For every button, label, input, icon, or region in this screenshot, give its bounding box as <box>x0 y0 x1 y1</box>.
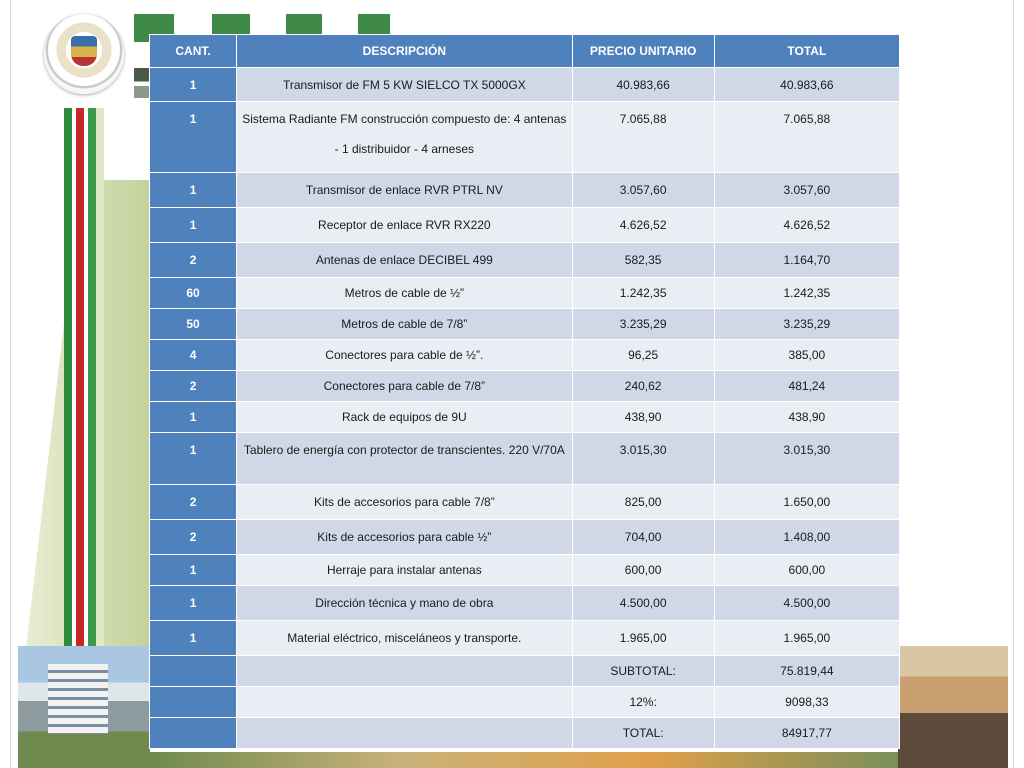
summary-label: TOTAL: <box>573 718 714 748</box>
cell-total: 1.408,00 <box>715 520 899 554</box>
cell-unit-price: 600,00 <box>573 555 714 585</box>
cell-description: Material eléctrico, misceláneos y transporte. <box>237 621 571 655</box>
cell-description: Antenas de enlace DECIBEL 499 <box>237 243 571 277</box>
cell-total: 1.164,70 <box>715 243 899 277</box>
cell-total: 40.983,66 <box>715 68 899 101</box>
cell-total: 600,00 <box>715 555 899 585</box>
summary-row-tax <box>150 687 899 717</box>
cell-total: 438,90 <box>715 402 899 432</box>
table-row <box>150 520 899 554</box>
classroom-photo <box>898 646 1008 768</box>
cell-total: 1.242,35 <box>715 278 899 308</box>
table-row <box>150 208 899 242</box>
cell-total: 481,24 <box>715 371 899 401</box>
header-total: TOTAL <box>715 35 899 67</box>
summary-label: 12%: <box>573 687 714 717</box>
cell-qty: 2 <box>150 485 236 519</box>
table-row <box>150 621 899 655</box>
cell-unit-price: 825,00 <box>573 485 714 519</box>
cell-qty: 1 <box>150 208 236 242</box>
cell-unit-price: 240,62 <box>573 371 714 401</box>
table-row <box>150 102 899 172</box>
cell-total: 7.065,88 <box>715 102 899 172</box>
cell-description: Tablero de energía con protector de transcientes. 220 V/70A <box>237 433 571 484</box>
cell-unit-price: 1.242,35 <box>573 278 714 308</box>
table-row <box>150 68 899 101</box>
cell-qty: 1 <box>150 68 236 101</box>
table-row <box>150 340 899 370</box>
cell-unit-price: 3.235,29 <box>573 309 714 339</box>
cell-unit-price: 704,00 <box>573 520 714 554</box>
cell-qty: 2 <box>150 520 236 554</box>
cell-description-empty <box>237 656 571 686</box>
cell-description: Herraje para instalar antenas <box>237 555 571 585</box>
cell-description: Metros de cable de 7/8” <box>237 309 571 339</box>
cell-description: Dirección técnica y mano de obra <box>237 586 571 620</box>
cell-description: Conectores para cable de 7/8” <box>237 371 571 401</box>
cell-qty: 1 <box>150 433 236 484</box>
cell-unit-price: 4.626,52 <box>573 208 714 242</box>
cell-description: Rack de equipos de 9U <box>237 402 571 432</box>
table-row <box>150 485 899 519</box>
table-row <box>150 173 899 207</box>
cell-qty: 60 <box>150 278 236 308</box>
header-description: DESCRIPCIÓN <box>237 35 571 67</box>
summary-value: 9098,33 <box>715 687 899 717</box>
summary-label: SUBTOTAL: <box>573 656 714 686</box>
table-header-row <box>150 35 899 67</box>
table-row <box>150 555 899 585</box>
header-qty: CANT. <box>150 35 236 67</box>
cell-unit-price: 3.057,60 <box>573 173 714 207</box>
cell-description: Transmisor de FM 5 KW SIELCO TX 5000GX <box>237 68 571 101</box>
summary-row-subtotal <box>150 656 899 686</box>
cell-qty: 1 <box>150 621 236 655</box>
cell-qty: 50 <box>150 309 236 339</box>
table-row <box>150 433 899 484</box>
cell-description: Conectores para cable de ½”. <box>237 340 571 370</box>
cell-description-empty <box>237 687 571 717</box>
cell-description: Kits de accesorios para cable 7/8” <box>237 485 571 519</box>
cell-total: 3.057,60 <box>715 173 899 207</box>
summary-row-total <box>150 718 899 748</box>
summary-value: 84917,77 <box>715 718 899 748</box>
cell-unit-price: 96,25 <box>573 340 714 370</box>
cell-unit-price: 40.983,66 <box>573 68 714 101</box>
cell-description: Kits de accesorios para cable ½” <box>237 520 571 554</box>
header-unit-price: PRECIO UNITARIO <box>573 35 714 67</box>
bottom-photo-strip <box>150 752 898 768</box>
table-row <box>150 309 899 339</box>
table-row <box>150 371 899 401</box>
table-row <box>150 243 899 277</box>
cell-description-empty <box>237 718 571 748</box>
summary-value: 75.819,44 <box>715 656 899 686</box>
cell-description: Sistema Radiante FM construcción compuesto de: 4 antenas - 1 distribuidor - 4 arneses <box>237 102 571 172</box>
cell-qty-empty <box>150 718 236 748</box>
cell-qty: 1 <box>150 102 236 172</box>
cell-unit-price: 438,90 <box>573 402 714 432</box>
price-table <box>149 34 900 749</box>
cell-qty: 1 <box>150 402 236 432</box>
table-row <box>150 278 899 308</box>
cell-total: 3.015,30 <box>715 433 899 484</box>
cell-qty: 1 <box>150 173 236 207</box>
cell-total: 3.235,29 <box>715 309 899 339</box>
cell-total: 4.500,00 <box>715 586 899 620</box>
cell-unit-price: 7.065,88 <box>573 102 714 172</box>
cell-qty: 2 <box>150 371 236 401</box>
cell-qty-empty <box>150 687 236 717</box>
cell-description: Metros de cable de ½” <box>237 278 571 308</box>
cell-total: 1.650,00 <box>715 485 899 519</box>
cell-qty-empty <box>150 656 236 686</box>
table-row <box>150 402 899 432</box>
cell-unit-price: 3.015,30 <box>573 433 714 484</box>
cell-description: Receptor de enlace RVR RX220 <box>237 208 571 242</box>
cell-unit-price: 4.500,00 <box>573 586 714 620</box>
campus-building-photo <box>18 646 150 768</box>
cell-unit-price: 582,35 <box>573 243 714 277</box>
table-row <box>150 586 899 620</box>
cell-total: 4.626,52 <box>715 208 899 242</box>
cell-total: 1.965,00 <box>715 621 899 655</box>
cell-total: 385,00 <box>715 340 899 370</box>
university-seal-logo <box>44 14 124 94</box>
cell-description: Transmisor de enlace RVR PTRL NV <box>237 173 571 207</box>
cell-unit-price: 1.965,00 <box>573 621 714 655</box>
cell-qty: 1 <box>150 555 236 585</box>
cell-qty: 4 <box>150 340 236 370</box>
flag-stripes-graphic <box>64 108 104 648</box>
cell-qty: 2 <box>150 243 236 277</box>
cell-qty: 1 <box>150 586 236 620</box>
